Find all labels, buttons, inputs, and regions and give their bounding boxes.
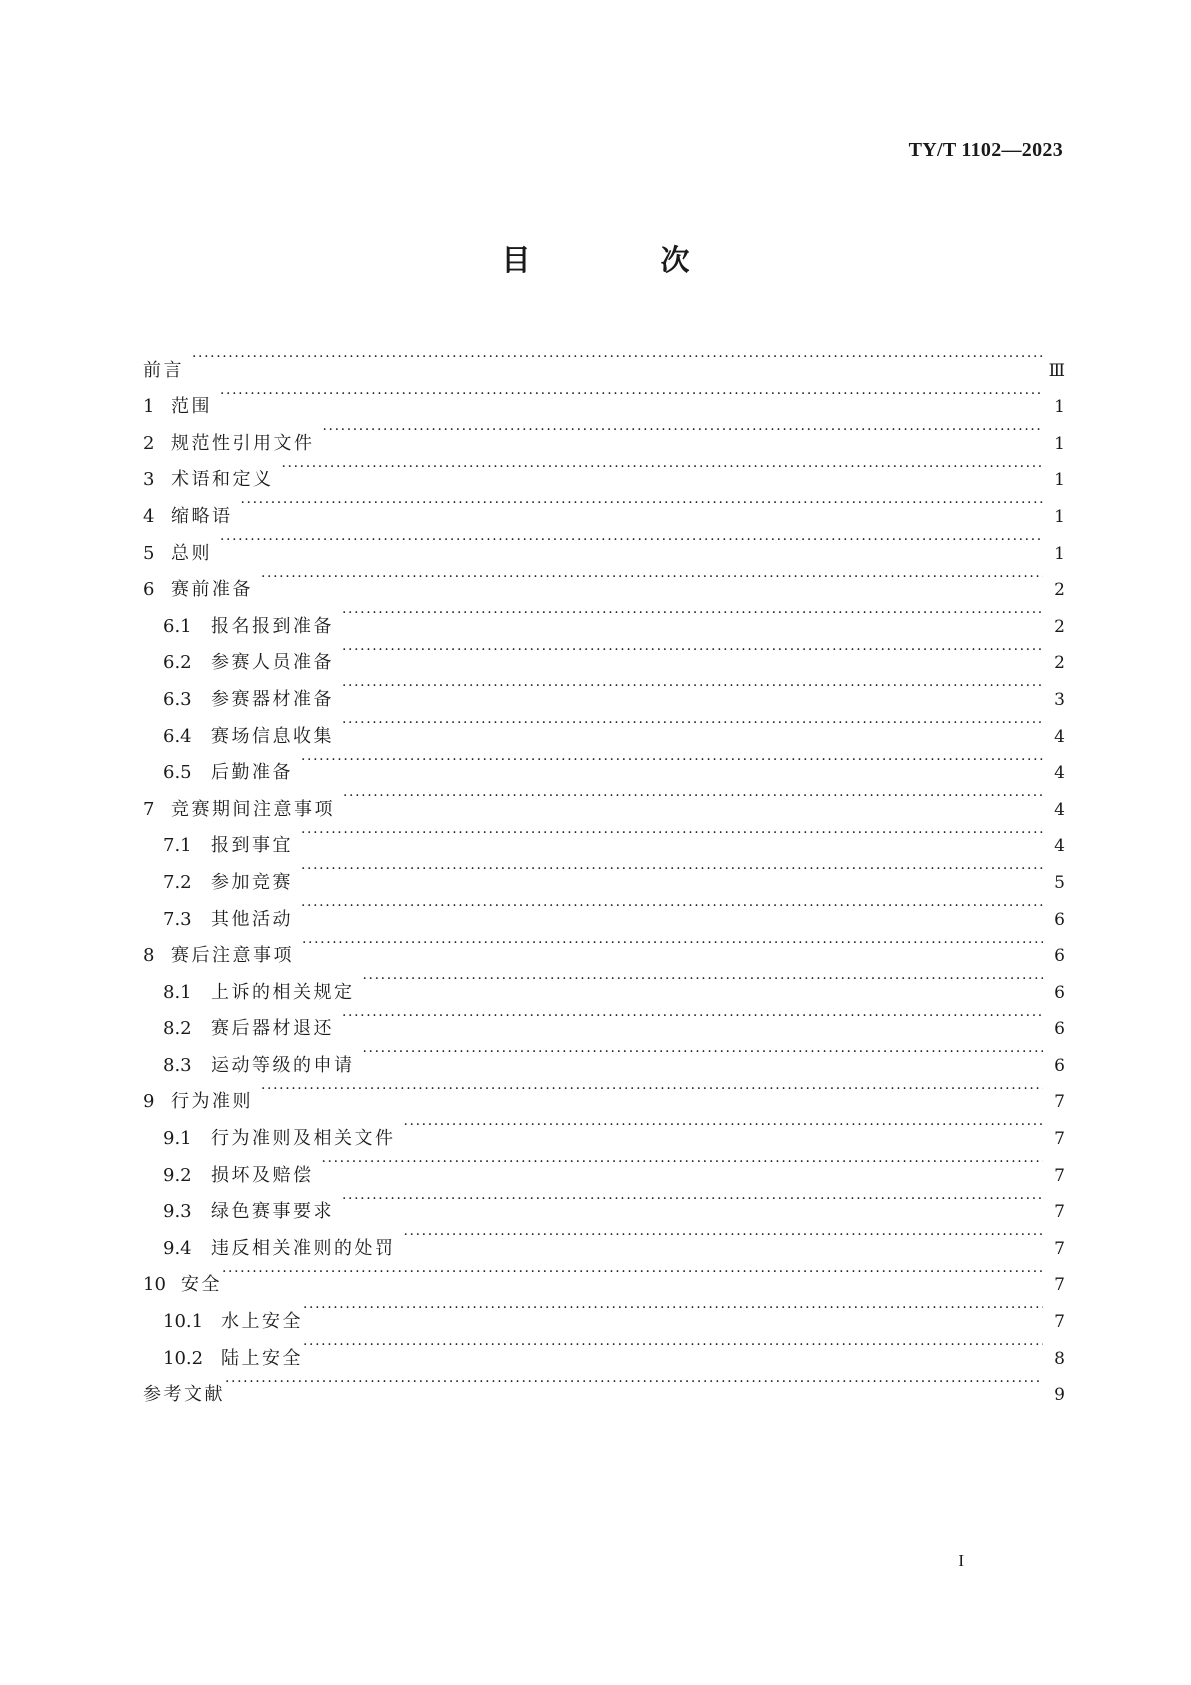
toc-dot-leader: [222, 1254, 1043, 1291]
toc-entry-title: 范围: [171, 396, 212, 418]
toc-entry-title: 行为准则及相关文件: [211, 1128, 396, 1150]
toc-section-number: 7.1: [163, 835, 192, 857]
toc-dot-leader: [342, 998, 1043, 1035]
toc-page-number: 6: [1054, 982, 1065, 1003]
toc-entry-3[interactable]: [143, 449, 1065, 491]
toc-page-number: 6: [1054, 1055, 1065, 1076]
toc-page-number: 6: [1054, 1019, 1065, 1040]
toc-section-number: 4: [143, 505, 155, 527]
toc-dot-leader: [363, 1034, 1044, 1071]
toc-section-number: 9.1: [163, 1128, 192, 1150]
toc-dot-leader: [220, 376, 1043, 413]
toc-section-number: 8.3: [163, 1054, 192, 1076]
toc-page-number: 4: [1054, 726, 1065, 747]
toc-section-number: 8: [143, 945, 155, 967]
toc-entry-title: 水上安全: [221, 1311, 303, 1333]
toc-page-number: 6: [1054, 946, 1065, 967]
toc-entry-6-1[interactable]: [143, 595, 1065, 637]
toc-dot-leader: [261, 559, 1043, 596]
toc-entry-10-1[interactable]: [143, 1290, 1065, 1333]
toc-page-number: 7: [1054, 1092, 1065, 1113]
toc-entry-title: 缩略语: [171, 505, 233, 527]
toc-dot-leader: [192, 339, 1043, 376]
toc-entry-10[interactable]: [143, 1254, 1065, 1296]
toc-page-number: 1: [1054, 506, 1065, 527]
toc-page-number: 7: [1054, 1129, 1065, 1150]
toc-dot-leader: [342, 595, 1043, 632]
toc-section-number: 6.4: [163, 725, 192, 747]
toc-dot-leader: [342, 705, 1043, 742]
toc-dot-leader: [342, 1181, 1043, 1218]
toc-page-number: 9: [1054, 1385, 1065, 1406]
toc-page-number: 5: [1054, 872, 1065, 893]
toc-dot-leader: [302, 925, 1043, 962]
toc-dot-leader: [301, 888, 1043, 925]
toc-entry-bibliography[interactable]: [143, 1364, 1065, 1406]
toc-page-number: 2: [1054, 616, 1065, 637]
toc-entry-title: 后勤准备: [211, 762, 293, 784]
toc-dot-leader: [303, 1290, 1043, 1327]
toc-entry-5[interactable]: [143, 522, 1065, 564]
toc-entry-title: 规范性引用文件: [171, 432, 315, 454]
toc-section-number: 10: [143, 1274, 166, 1296]
toc-page-number: 7: [1054, 1238, 1065, 1259]
toc-entry-4[interactable]: [143, 485, 1065, 527]
toc-entry-title: 其他活动: [211, 908, 293, 930]
toc-section-number: 6.2: [163, 652, 192, 674]
toc-entry-1[interactable]: [143, 376, 1065, 418]
toc-entry-title: 安全: [181, 1274, 222, 1296]
toc-entry-title: 赛后器材退还: [211, 1018, 334, 1040]
toc-dot-leader: [342, 668, 1043, 705]
toc-entry-title: 参赛人员准备: [211, 652, 334, 674]
toc-section-number: 8.2: [163, 1018, 192, 1040]
page-number-footer: I: [958, 1551, 964, 1570]
toc-section-number: 6.5: [163, 762, 192, 784]
toc-entry-title: 运动等级的申请: [211, 1054, 355, 1076]
toc-dot-leader: [404, 1217, 1044, 1254]
toc-dot-leader: [404, 1107, 1044, 1144]
toc-section-number: 3: [143, 469, 155, 491]
toc-section-number: 6: [143, 579, 155, 601]
toc-entry-title: 损坏及赔偿: [211, 1164, 314, 1186]
document-code: TY/T 1102—2023: [908, 139, 1063, 161]
toc-dot-leader: [343, 778, 1043, 815]
toc-entry-title: 上诉的相关规定: [211, 981, 355, 1003]
toc-dot-leader: [363, 961, 1044, 998]
toc-entry-title: 竞赛期间注意事项: [171, 798, 335, 820]
toc-section-number: 7.2: [163, 871, 192, 893]
toc-page-number: 4: [1054, 799, 1065, 820]
toc-entry-title: 术语和定义: [171, 469, 274, 491]
toc-page-number: 1: [1054, 433, 1065, 454]
toc-dot-leader: [282, 449, 1044, 486]
toc-entry-title: 赛后注意事项: [171, 945, 294, 967]
toc-page-number: Ⅲ: [1048, 360, 1065, 381]
toc-entry-6[interactable]: [143, 559, 1065, 601]
toc-dot-leader: [301, 851, 1043, 888]
toc-title: 目 次: [501, 243, 750, 277]
toc-entry-title: 参加竞赛: [211, 871, 293, 893]
toc-entry-9-1[interactable]: [143, 1107, 1065, 1150]
toc-entry-title: 绿色赛事要求: [211, 1201, 334, 1223]
toc-page-number: 4: [1054, 763, 1065, 784]
toc-page-number: 8: [1054, 1348, 1065, 1369]
toc-dot-leader: [225, 1364, 1043, 1401]
toc-dot-leader: [241, 485, 1044, 522]
toc-page-number: 1: [1054, 397, 1065, 418]
toc-dot-leader: [301, 742, 1043, 779]
toc-section-number: 9.2: [163, 1164, 192, 1186]
toc-section-number: 7: [143, 798, 155, 820]
toc-entry-title: 报名报到准备: [211, 615, 334, 637]
toc-entry-foreword[interactable]: [143, 339, 1065, 381]
toc-page-number: 1: [1054, 543, 1065, 564]
toc-entry-title: 参赛器材准备: [211, 688, 334, 710]
toc-page-number: 3: [1054, 689, 1065, 710]
toc-dot-leader: [342, 632, 1043, 669]
toc-section-number: 6.3: [163, 688, 192, 710]
toc-entry-title: 行为准则: [171, 1091, 253, 1113]
toc-section-number: 2: [143, 432, 155, 454]
toc-section-number: 5: [143, 542, 155, 564]
toc-section-number: 9: [143, 1091, 155, 1113]
toc-section-number: 1: [143, 396, 155, 418]
toc-entry-title: 陆上安全: [221, 1347, 303, 1369]
toc-section-number: 9.4: [163, 1237, 192, 1259]
toc-section-number: 10.1: [163, 1311, 204, 1333]
toc-page-number: 7: [1054, 1312, 1065, 1333]
toc-entry-2[interactable]: [143, 412, 1065, 454]
toc-entry-title: 违反相关准则的处罚: [211, 1237, 396, 1259]
toc-page-number: 1: [1054, 470, 1065, 491]
table-of-contents: [143, 339, 1065, 1406]
toc-entry-9[interactable]: [143, 1071, 1065, 1113]
toc-entry-title: 总则: [171, 542, 212, 564]
toc-entry-title: 赛场信息收集: [211, 725, 334, 747]
toc-dot-leader: [261, 1071, 1043, 1108]
toc-page-number: 4: [1054, 836, 1065, 857]
toc-page-number: 2: [1054, 580, 1065, 601]
toc-section-number: 10.2: [163, 1347, 204, 1369]
toc-dot-leader: [322, 1144, 1044, 1181]
toc-page-number: 7: [1054, 1165, 1065, 1186]
toc-dot-leader: [303, 1327, 1043, 1364]
toc-section-number: 7.3: [163, 908, 192, 930]
toc-page-number: 7: [1054, 1202, 1065, 1223]
toc-section-number: 8.1: [163, 981, 192, 1003]
toc-entry-title: 前言: [143, 359, 184, 381]
toc-page-number: 6: [1054, 909, 1065, 930]
toc-dot-leader: [301, 815, 1043, 852]
toc-dot-leader: [220, 522, 1043, 559]
toc-section-number: 9.3: [163, 1201, 192, 1223]
toc-dot-leader: [323, 412, 1044, 449]
toc-entry-title: 赛前准备: [171, 579, 253, 601]
toc-page-number: 2: [1054, 653, 1065, 674]
toc-section-number: 6.1: [163, 615, 192, 637]
toc-page-number: 7: [1054, 1275, 1065, 1296]
toc-entry-title: 报到事宜: [211, 835, 293, 857]
toc-entry-title: 参考文献: [143, 1384, 225, 1406]
